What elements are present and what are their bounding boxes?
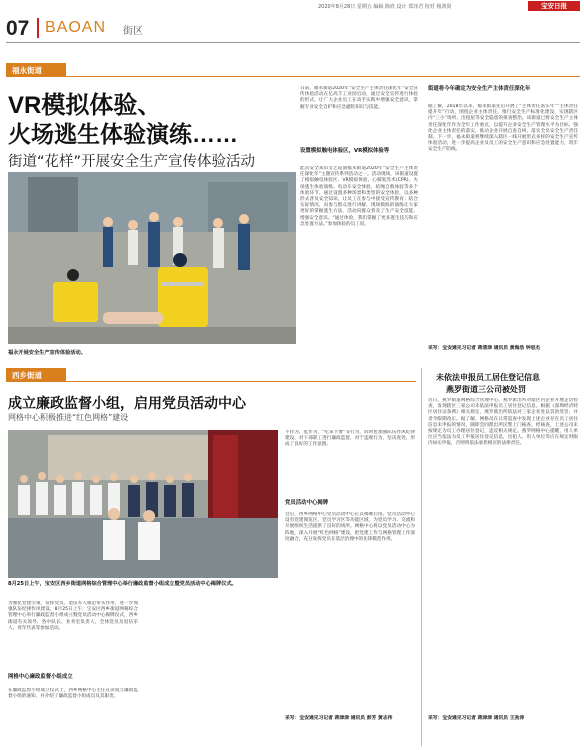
article1-col1-body: 此次安全知识文艺巡演福永街道2020年“安全生产主体责任深化年”主题宣传系列活动之一。活动现场，该街道设置了模拟触电体验区、VR模拟体验、心肺复苏术(CPR)、火场逃生体验演练、电动车安全体验、结绳自救体验等多个体验环节，通过设置多种场景和类型的安全体验，以多种形式普及安全知识、让员工在参与中接受宣传教育；结合实际情况，向参与群众进行讲解，现场模拟的演练让大家更好的掌握逃生方法，活动向群众普及了生产安全技能、增强安全意识。“通过体验，我们掌握了更多逃生技巧和应急处置方法。”参加体验的员工说。 [300,166,418,227]
article2-col2: 不作为、乱作为、“吃拿卡要”等行为，同时也加强队伍作风纪律建设，对干部职工进行廉政监督，对于违规行为，坚决查处，形成了良好的工作氛围。 [285,430,415,448]
ceremony-photo [8,430,278,578]
article1-reporter: 采写：宝安通见习记者 蒋清津 通讯员 黄海浩 钟思杰 [428,346,541,351]
article3-reporter: 采写：宝安通见习记者 蒋津津 通讯员 王劲涛 [428,716,525,721]
photo2-caption: 8月25日上午，宝安区西乡街道网格综合管理中心举行廉政监督小组成立暨党员活动中心揭牌仪式。 [8,581,237,587]
ceremony-illustration [8,430,278,578]
safety-drill-photo [8,172,296,344]
masthead-rule [6,42,580,43]
article1-subtitle: 街道“花样”开展安全生产宣传体验活动 [8,154,256,170]
article2-col1: 为强化党建引领，发挥党员、退伍军人模范带头作用，进一步加强队伍纪律作风建设，8月25日上午，宝安区西乡街道网格综合管理中心举行廉政监督小组成立暨党员活动中心揭牌仪式，西乡街道有关领导、各中队长、业务室负责人、全体党员及退伍军人、青年代表等参加活动。 [8,601,138,631]
section-rule-fuyong [6,76,580,77]
photo1-caption: 福永开展安全生产宣传体验活动。 [8,350,86,356]
headline-line1: VR模拟体验、 [8,92,162,119]
article1-col2-subhead: 街道将今年确定为安全生产主体责任深化年 [428,86,531,92]
section-tab-label: 西乡街道 [12,371,42,380]
date-line: 2020年8月28日 星期五 编辑 陈欣 设计 郑泽君 校对 杨鸿贤 [318,4,452,10]
article2-col1-subhead: 网格中心廉政监督小组成立 [8,674,73,680]
article3-headline-line1: 未依法申报员工居住登记信息 [436,373,540,382]
article1-col1-subhead: 设置模拟触电体验区，VR模拟体验等 [300,148,390,154]
article3-body: 近日，燕罗街道网格综合管理中心、燕罗派出所对辖区内企业开展走访检查，发现辖区三家公司未依法申报员工居住登记信息。根据《深圳经济特区居住证条例》相关规定，燕罗派出所依法对三家企业处以罚款处罚，并责令限期改正。据了解，网格员在日常巡查中发现上述企业存在员工居住信息未申报的情况，随即会同派出所民警上门核查。经核查，上述公司未按规定为员工办理居住登记，违反相关规定。燕罗网格中心提醒，用人单位应当依法为员工申报居住登记信息，出租人、用人单位等应在规定时限内如实申报，否则将依法承担相应的法律责任。 [428,398,578,447]
masthead-divider [37,18,39,38]
column-divider [421,368,422,746]
section-tab-fuyong [6,63,66,76]
section-en-label: BAOAN [45,19,107,36]
section-tab-xixiang [6,368,66,381]
article2-headline: 成立廉政监督小组，启用党员活动中心 [8,396,246,412]
safety-drill-illustration [8,172,296,344]
article2-subtitle: 网格中心积极推进“红色网格”建设 [8,413,129,422]
logo-text: 宝安日报 [541,2,567,10]
article2-reporter: 采写：宝安通见习记者 蒋津津 通讯员 彭芳 黄志伟 [285,716,393,721]
article3-headline-line2: 燕罗街道三公司被处罚 [446,385,526,394]
section-rule-xixiang [6,381,416,382]
newspaper-logo [528,1,580,11]
section-tab-label: 福永街道 [12,66,42,75]
page-number: 07 [6,17,30,40]
article1-col1: 日前，福永街道2020年“安全生产主体责任深化年”安全宣传体验活动在亿高丰工业园启动，通过安全宣传进行体验的形式，让广大企业员工在动手实践中增强安全意识，掌握专业安全自护和应急避险知识与技能。 [300,86,418,110]
article2-col2-subhead: 党员活动中心揭牌 [285,500,329,506]
headline-line2: 火场逃生体验演练…… [8,121,238,147]
article1-col2: 据了解，2018年以来，福永街道先后开展了“主体责任落实年”“主体责任提升年”行动，围绕企业主体责任，推行安全生产标准化建设，实现辖区内“三小”场所、出租屋等安全隐患的排查整治。该街道已将安全生产主体责任深化年作为全年工作重点，以提升企业安全生产管理水平为目标，强化企业主体责任的落实，推动企业开展自查自纠，落实全员安全生产责任制。下一步，福永街道将继续深入辖区一线开展形式多样的安全生产宣传体验活动，进一步提高企业及员工的安全生产意识和应急处置能力，筑牢安全生产防线。 [428,104,578,153]
article2-col2-body: 会后，西乡网格中心党员活动中心正式揭牌启用。党员活动中心设有党建阅览区、党员学习区等功能区域，为党员学习、交流和开展组织生活提供了良好的场所。网格中心将以党员活动中心为阵地，深入开展“红色网格”建设，把党建工作与网格管理工作深度融合，充分发挥党员在基层治理中的先锋模范作用。 [285,512,415,542]
section-cn-label: 街区 [123,26,143,37]
article2-col1-body: 在廉政监督小组成立仪式上，西乡网格中心主任宣读成立廉政监督小组的通知，并介绍了廉政监督小组成员及其职责。 [8,688,138,700]
